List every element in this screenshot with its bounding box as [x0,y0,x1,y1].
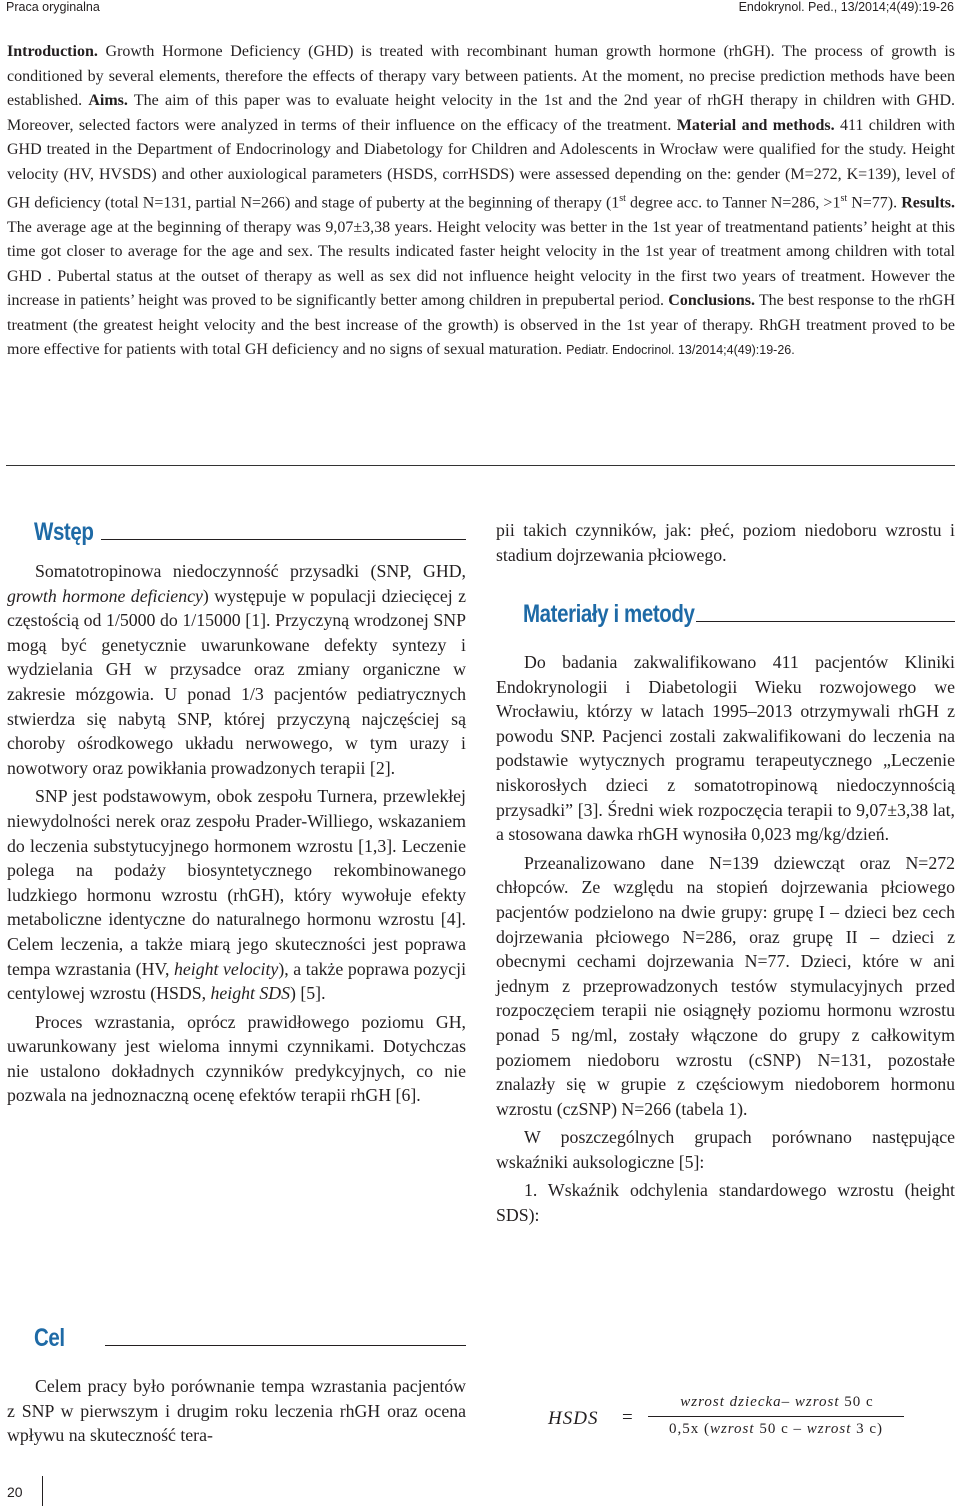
paragraph: SNP jest podstawowym, obok zespołu Turnera, przewlekłej niewydolności nerek oraz zespołu Prader-Williego, wskazaniem do leczenia substytucyjnego hormonem wzrostu [1,3]. Leczenie polega na podaży biosyntetycznego rekombinowanego ludzkiego hormonu wzrostu (rhGH), który wywołuje efekty metaboliczne identyczne do naturalnego hormonu wzrostu [4]. Celem leczenia, a także miarą jego skuteczności jest poprawa tempa wzrastania (HV, height velocity), a także poprawa pozycji centylowej wzrostu (HSDS, height SDS) [5]. [7,786,467,1004]
heading-materialy [523,588,955,628]
heading-rule [696,621,955,622]
paragraph: W poszczególnych grupach porównano następujące wskaźniki auksologiczne [5]: [496,1127,955,1172]
hsds-formula [548,1394,908,1444]
aims-text: The aim of this paper was to evaluate height velocity in the 1st and the 2nd year of rhGH therapy in children with GHD. Moreover, selected factors were analyzed in terms of their influence on the efficacy of the treatment. [7,92,955,134]
article-type: Praca oryginalna [6,0,100,14]
paragraph: 1. Wskaźnik odchylenia standardowego wzrostu (height SDS): [496,1180,955,1226]
formula-equals: = [622,1407,633,1428]
conclusions-label: Conclusions. [668,292,755,310]
abstract-citation: Pediatr. Endocrinol. 13/2014;4(49):19-26. [566,343,795,358]
heading-cel [34,1312,466,1352]
fraction-bar [648,1416,904,1417]
formula-numerator: wzrost dziecka– wzrost 50 c [680,1394,874,1410]
paragraph-continuation: pii takich czynników, jak: płeć, poziom niedoboru wzrostu i stadium dojrzewania płciowego. [496,520,955,565]
heading-wstep [34,506,466,546]
paragraph: Do badania zakwalifikowano 411 pacjentów Kliniki Endokrynologii i Diabetologii Wieku rozwojowego we Wrocławiu, którzy w latach 1995–2013 otrzymywali rhGH z powodu SNP. Pacjenci zostali zakwalifikowani do leczenia na podstawie wytycznych programu terapeutycznego „Leczenie niskorosłych dzieci z somatotropinową niedoczynnością przysadki” [3]. Średni wiek rozpoczęcia terapii to 9,07±3,38 lat, a stosowana dawka rhGH wynosiła 0,023 mg/kg/dzień. [496,652,955,845]
formula-lhs: HSDS [548,1408,599,1429]
methods-text: 411 children with GHD treated in the Department of Endocrinology and Diabetology for Children and Adolescents in Wrocław were qualified for the study. Height velocity (HV, HVSDS) and other auxiological parameters (HSDS, corrHSDS) were assessed depending on the: gender (M=272, K=139), level of GH deficiency (total N=131, partial N=266) and stage of puberty at the beginning of therapy (1 [7,116,955,212]
english-abstract [7,40,955,363]
heading-rule [105,1345,466,1346]
page-number-divider [42,1476,43,1506]
methods-text-cont: degree acc. to Tanner N=286, >1 [625,194,841,212]
results-label: Results. [901,194,956,212]
methods-label: Material and methods. [676,116,835,134]
superscript: st [840,193,848,204]
intro-label: Introduction. [7,43,98,60]
journal-citation: Endokrynol. Ped., 13/2014;4(49):19-26 [738,0,954,14]
results-text: The average age at the beginning of therapy was 9,07±3,38 years. Height velocity was better in the 1st year of treatmentand patients’ height at this time got closer to average for the age and sex. The results indicated faster height velocity in the 1st year of treatment among children with total GHD . Pubertal status at the outset of therapy as well as sex did not influence height velocity in the first two years of treatment. However the increase in patients’ height was proved to be significantly better among children in prepubertal period. [7,218,955,310]
heading-rule [101,539,467,540]
heading-wstep-title: Wstęp [34,518,94,546]
aims-label: Aims. [88,92,128,109]
page-number: 20 [7,1484,23,1500]
paragraph: Celem pracy było porównanie tempa wzrastania pacjentów z SNP w pierwszym i drugim roku leczenia rhGH oraz ocena wpływu na skuteczność tera- [7,1376,466,1446]
materialy-body [496,650,955,1232]
superscript: st [619,193,626,204]
paragraph: Proces wzrastania, oprócz prawidłowego poziomu GH, uwarunkowany jest wieloma innymi czynnikami. Dotychczas nie ustalono dokładnych czynników predykcyjnych, co nie pozwala na jednoznaczną ocenę efektów terapii rhGH [6]. [7,1011,466,1106]
left-column [7,559,466,1112]
intro-text: Growth Hormone Deficiency (GHD) is treated with recombinant human growth hormone (rhGH). The process of growth is conditioned by several elements, therefore the effects of therapy vary between patients. At the moment, no precise prediction methods have been established. [7,43,955,109]
paragraph: Somatotropinowa niedoczynność przysadki (SNP, GHD, growth hormone deficiency) występuje w populacji dziecięcej z częstością od 1/5000 do 1/15000 [1]. Przyczyną wrodzonej SNP mogą być genetycznie uwarunkowane defekty syntezy i wydzielania GH w przysadce oraz zmiany organiczne w zakresie mózgowia. U ponad 1/3 pacjentów pediatrycznych stwierdza się nabytą SNP, której przyczyną najczęściej są choroby ośrodkowego układu nerwowego, w tym urazy i nowotwory oraz powikłania prowadzonych terapii [2]. [7,561,466,778]
conclusions-text: The best response to the rhGH treatment (the greatest height velocity and the best increase of the growth) is observed in the 1st year of therapy. RhGH treatment proved to be more effective for patients with total GH deficiency and no signs of sexual maturation. [7,292,956,359]
running-header [6,0,954,14]
heading-materialy-title: Materiały i metody [523,600,695,628]
section-separator [6,465,955,466]
methods-text-end: N=77). [847,194,902,212]
cel-body [7,1374,466,1452]
heading-cel-title: Cel [34,1324,65,1352]
formula-denominator: 0,5x (wzrost 50 c – wzrost 3 c) [668,1421,884,1437]
paragraph: Przeanalizowano dane N=139 dziewcząt oraz N=272 chłopców. Ze względu na stopień dojrzewania płciowego pacjentów podzielono na dwie grupy: grupę I – dzieci bez cech dojrzewania płciowego N=286, oraz grupę II – dzieci z obecnymi cechami dojrzewania N=77. Dzieci, które w ani jednym z przeprowadzonych testów stymulacyjnych przed rozpoczęciem terapii nie osiągnęły poziomu hormonu wzrostu ponad 5 ng/ml, zostały włączone do grupy z całkowitym poziomem niedoboru wzrostu (cSNP) N=131, pozostałe znalazły się w grupie z częściowym niedoborem hormonu wzrostu (czSNP) N=266 (tabela 1). [496,852,955,1119]
right-column [496,518,955,571]
